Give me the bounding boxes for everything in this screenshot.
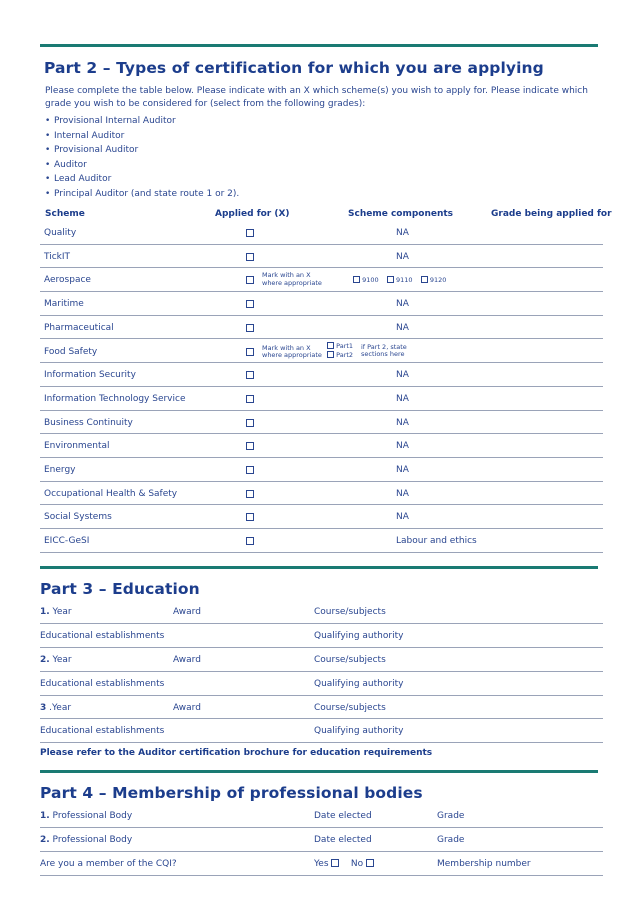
scheme-name: Information Technology Service	[44, 393, 186, 404]
education-note: Please refer to the Auditor certification brochure for education requirements	[40, 748, 433, 758]
scheme-row	[40, 387, 603, 411]
no-checkbox[interactable]	[366, 859, 374, 867]
membership-row	[40, 828, 603, 852]
scheme-row	[40, 221, 603, 245]
cqi-question: Are you a member of the CQI?	[40, 859, 177, 869]
year-label: 3 .Year	[40, 703, 72, 713]
award-field[interactable]: Award	[173, 703, 201, 713]
applied-checkbox[interactable]	[246, 324, 254, 332]
professional-body-field[interactable]: 2. Professional Body	[40, 835, 133, 845]
applied-checkbox[interactable]	[246, 276, 254, 284]
scheme-components: NA	[396, 465, 409, 475]
education-row	[40, 696, 603, 719]
award-field[interactable]: Award	[173, 655, 201, 665]
scheme-name: EICC-GeSI	[44, 536, 90, 547]
aerospace-option-checkbox[interactable]	[421, 276, 428, 283]
grade-item: • Principal Auditor (and state route 1 or 2).	[45, 187, 239, 202]
grade-item: • Internal Auditor	[45, 129, 239, 144]
scheme-name: Social Systems	[44, 512, 112, 523]
course-field[interactable]: Course/subjects	[314, 703, 386, 713]
scheme-components: NA	[396, 322, 409, 333]
scheme-components: Labour and ethics	[396, 536, 477, 547]
scheme-row	[40, 529, 603, 553]
date-elected-field[interactable]: Date elected	[314, 835, 372, 845]
scheme-name: Food Safety	[44, 346, 98, 357]
scheme-components: NA	[396, 251, 409, 262]
professional-body-field[interactable]: 1. Professional Body	[40, 811, 133, 821]
applied-checkbox[interactable]	[246, 466, 254, 474]
scheme-name: TickIT	[44, 251, 71, 262]
date-elected-field[interactable]: Date elected	[314, 811, 372, 821]
applied-checkbox[interactable]	[246, 442, 254, 450]
scheme-row	[40, 505, 603, 529]
scheme-name: Occupational Health & Safety	[44, 488, 178, 499]
part2-intro: Please complete the table below. Please indicate with an X which scheme(s) you wish to apply for. Please indicate which grade you wish to be considered for (select from the following grades):	[45, 86, 588, 109]
grade-field[interactable]: Grade	[437, 811, 465, 821]
cqi-yes-no	[314, 859, 374, 869]
authority-field[interactable]: Qualifying authority	[314, 631, 404, 641]
section-rule-part2	[40, 44, 598, 47]
scheme-row	[40, 363, 603, 387]
education-row	[40, 648, 603, 672]
grade-item: • Lead Auditor	[45, 172, 239, 187]
scheme-components: NA	[396, 441, 409, 452]
scheme-name: Information Security	[44, 370, 136, 381]
applied-checkbox[interactable]	[246, 490, 254, 498]
scheme-name: Business Continuity	[44, 417, 133, 428]
scheme-row	[40, 268, 603, 292]
course-field[interactable]: Course/subjects	[314, 655, 386, 665]
authority-field[interactable]: Qualifying authority	[314, 726, 404, 736]
scheme-row	[40, 292, 603, 316]
mark-note: Mark with an X where appropriate	[262, 343, 322, 359]
scheme-components: NA	[396, 228, 409, 238]
scheme-name: Aerospace	[44, 275, 91, 286]
yes-label: Yes	[314, 859, 329, 869]
establishment-field[interactable]: Educational establishments	[40, 679, 165, 689]
applied-checkbox[interactable]	[246, 395, 254, 403]
scheme-components: NA	[396, 488, 409, 499]
education-row	[40, 601, 603, 624]
section-rule-part3	[40, 566, 598, 569]
scheme-components: NA	[396, 417, 409, 428]
scheme-row	[40, 411, 603, 435]
scheme-row	[40, 482, 603, 506]
applied-checkbox[interactable]	[246, 253, 254, 261]
applied-checkbox[interactable]	[246, 300, 254, 308]
applied-checkbox[interactable]	[246, 513, 254, 521]
aerospace-options: 9100 9110 9120	[353, 276, 455, 285]
header-grade: Grade being applied for	[491, 209, 612, 219]
scheme-name: Energy	[44, 465, 76, 475]
scheme-components: NA	[396, 393, 409, 404]
header-scheme: Scheme	[45, 209, 85, 219]
applied-checkbox[interactable]	[246, 537, 254, 545]
scheme-row	[40, 458, 603, 482]
education-row	[40, 624, 603, 648]
scheme-row	[40, 245, 603, 269]
scheme-row	[40, 316, 603, 340]
header-components: Scheme components	[348, 209, 454, 219]
education-row	[40, 719, 603, 743]
scheme-name: Pharmaceutical	[44, 322, 114, 333]
grade-list	[45, 114, 239, 202]
establishment-field[interactable]: Educational establishments	[40, 631, 165, 641]
part2-checkbox[interactable]	[327, 351, 334, 358]
part4-title: Part 4 – Membership of professional bodies	[40, 784, 423, 802]
yes-checkbox[interactable]	[331, 859, 339, 867]
aerospace-option-checkbox[interactable]	[387, 276, 394, 283]
aerospace-option-checkbox[interactable]	[353, 276, 360, 283]
year-label: 2. Year	[40, 655, 72, 665]
scheme-components: NA	[396, 370, 409, 381]
applied-checkbox[interactable]	[246, 419, 254, 427]
section-rule-part4	[40, 770, 598, 773]
scheme-name: Maritime	[44, 299, 84, 310]
year-label: 1. Year	[40, 607, 72, 617]
scheme-row	[40, 434, 603, 458]
grade-item: • Provisional Auditor	[45, 143, 239, 158]
applied-checkbox[interactable]	[246, 229, 254, 237]
grade-field[interactable]: Grade	[437, 835, 465, 845]
membership-number-field[interactable]: Membership number	[437, 859, 531, 869]
membership-row	[40, 852, 603, 876]
grade-item: • Auditor	[45, 158, 239, 173]
authority-field[interactable]: Qualifying authority	[314, 679, 404, 689]
scheme-name: Environmental	[44, 441, 110, 452]
food-parts: Part1 Part2	[327, 342, 353, 360]
grade-item: • Provisional Internal Auditor	[45, 114, 239, 129]
no-label: No	[350, 859, 364, 869]
scheme-components: NA	[396, 299, 409, 310]
scheme-components: NA	[396, 512, 409, 523]
food-note: if Part 2, state sections here	[361, 342, 407, 358]
education-row	[40, 672, 603, 696]
mark-note: Mark with an X where appropriate	[262, 271, 322, 287]
header-applied: Applied for (X)	[215, 209, 290, 219]
part2-title: Part 2 – Types of certification for which you are applying	[44, 59, 544, 77]
scheme-row	[40, 340, 603, 364]
applied-checkbox[interactable]	[246, 371, 254, 379]
part3-title: Part 3 – Education	[40, 580, 200, 598]
award-field[interactable]: Award	[173, 607, 201, 617]
course-field[interactable]: Course/subjects	[314, 607, 386, 617]
membership-row	[40, 805, 603, 828]
applied-checkbox[interactable]	[246, 348, 254, 356]
establishment-field[interactable]: Educational establishments	[40, 726, 165, 736]
scheme-name: Quality	[44, 228, 77, 238]
part1-checkbox[interactable]	[327, 342, 334, 349]
